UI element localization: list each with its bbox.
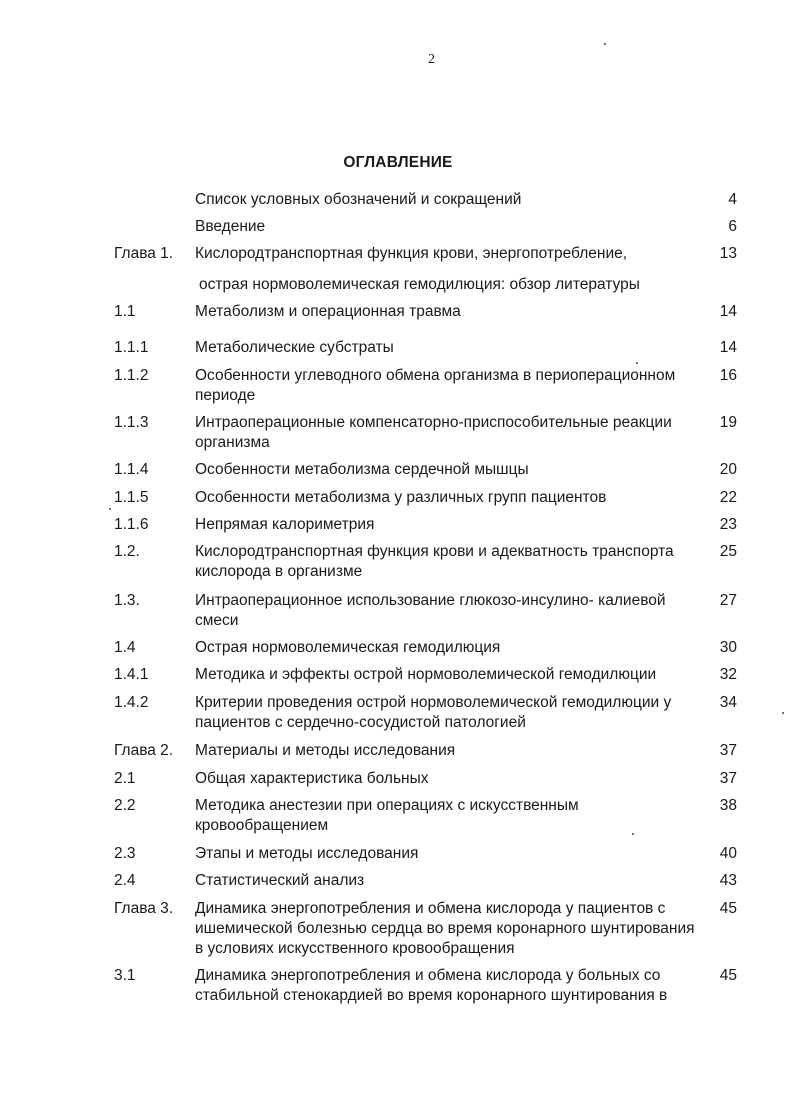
toc-entry-text: Методика и эффекты острой нормоволемической гемодилюции	[195, 666, 657, 683]
toc-entry-number: Глава 2.	[114, 742, 174, 759]
toc-entry-page: 45	[719, 900, 737, 917]
toc-entry-text: Особенности метаболизма сердечной мышцы	[195, 461, 529, 478]
toc-entry-text: Кислородтранспортная функция крови, энергопотребление,	[195, 245, 628, 262]
toc-entry-number: 2.3	[114, 845, 136, 862]
toc-entry-text: Острая нормоволемическая гемодилюция	[195, 639, 501, 656]
toc-entry-page: 40	[719, 845, 737, 862]
toc-entry-text: Этапы и методы исследования	[195, 845, 419, 862]
toc-entry-number: 1.1.6	[114, 516, 149, 533]
toc-title: ОГЛАВЛЕНИЕ	[343, 154, 453, 171]
toc-entry-text: Список условных обозначений и сокращений	[195, 191, 522, 208]
toc-entry-page: 23	[719, 516, 737, 533]
toc-entry-text: Общая характеристика больных	[195, 770, 429, 787]
toc-entry-text: Введение	[195, 218, 266, 235]
toc-entry-number: 1.1.1	[114, 339, 149, 356]
toc-entry-number: 1.1.3	[114, 414, 149, 431]
toc-entry-number: 1.4.2	[114, 694, 149, 711]
toc-entry-text: Статистический анализ	[195, 872, 365, 889]
toc-entry-number: 1.1.4	[114, 461, 149, 478]
toc-entry-text: Кислородтранспортная функция крови и адекватность транспорта кислорода в организме	[195, 543, 674, 580]
scan-speck	[782, 712, 784, 714]
toc-entry-text: Динамика энергопотребления и обмена кислорода у пациентов с ишемической болезнью сердца во время коронарного шунтирования в условиях искусственного кровообращения	[195, 900, 695, 957]
toc-entry-number: 1.1.2	[114, 367, 149, 384]
page-number: 2	[428, 52, 435, 67]
toc-entry-number: 1.2.	[114, 543, 140, 560]
toc-entry-page: 4	[728, 191, 737, 208]
toc-entry-page: 13	[719, 245, 737, 262]
toc-entry-text: Непрямая калориметрия	[195, 516, 375, 533]
toc-entry-text: Метаболические субстраты	[195, 339, 394, 356]
toc-entry-text: Особенности углеводного обмена организма в периоперационном периоде	[195, 367, 676, 404]
toc-entry-page: 34	[719, 694, 737, 711]
toc-entry-number: Глава 1.	[114, 245, 174, 262]
scan-speck	[109, 508, 111, 510]
toc-entry-page: 38	[719, 797, 737, 814]
toc-entry-page: 25	[719, 543, 737, 560]
toc-entry-page: 27	[719, 592, 737, 609]
toc-entry-number: 2.4	[114, 872, 136, 889]
toc-entry-page: 19	[719, 414, 737, 431]
toc-entry-text: Материалы и методы исследования	[195, 742, 456, 759]
toc-entry-page: 37	[719, 770, 737, 787]
toc-entry-text: острая нормоволемическая гемодилюция: обзор литературы	[199, 276, 640, 293]
toc-entry-page: 22	[719, 489, 737, 506]
toc-entry-number: 2.1	[114, 770, 136, 787]
toc-entry-page: 6	[728, 218, 737, 235]
scan-speck	[604, 43, 606, 45]
toc-entry-page: 14	[719, 303, 737, 320]
toc-entry-number: 1.4.1	[114, 666, 149, 683]
toc-entry-page: 43	[719, 872, 737, 889]
toc-entry-page: 20	[719, 461, 737, 478]
toc-entry-page: 37	[719, 742, 737, 759]
toc-entry-text: Методика анестезии при операциях с искусственным кровообращением	[195, 797, 579, 834]
toc-entry-text: Особенности метаболизма у различных групп пациентов	[195, 489, 607, 506]
toc-entry-text: Критерии проведения острой нормоволемической гемодилюции у пациентов с сердечно-сосудистой патологией	[195, 694, 672, 731]
toc-entry-page: 16	[719, 367, 737, 384]
toc-entry-text: Интраоперационное использование глюкозо-инсулино- калиевой смеси	[195, 592, 666, 629]
toc-entry-text: Динамика энергопотребления и обмена кислорода у больных со стабильной стенокардией во время коронарного шунтирования в	[195, 967, 668, 1004]
scan-speck	[632, 833, 634, 835]
toc-entry-number: 1.1	[114, 303, 136, 320]
toc-entry-page: 14	[719, 339, 737, 356]
toc-entry-page: 45	[719, 967, 737, 984]
toc-entry-number: Глава 3.	[114, 900, 174, 917]
toc-entry-page: 32	[719, 666, 737, 683]
toc-entry-number: 1.1.5	[114, 489, 149, 506]
toc-entry-number: 1.4	[114, 639, 136, 656]
toc-entry-number: 1.3.	[114, 592, 140, 609]
toc-entry-page: 30	[719, 639, 737, 656]
toc-entry-number: 2.2	[114, 797, 136, 814]
toc-entry-number: 3.1	[114, 967, 136, 984]
scan-speck	[636, 362, 638, 364]
toc-entry-text: Метаболизм и операционная травма	[195, 303, 461, 320]
toc-entry-text: Интраоперационные компенсаторно-приспособительные реакции организма	[195, 414, 672, 451]
